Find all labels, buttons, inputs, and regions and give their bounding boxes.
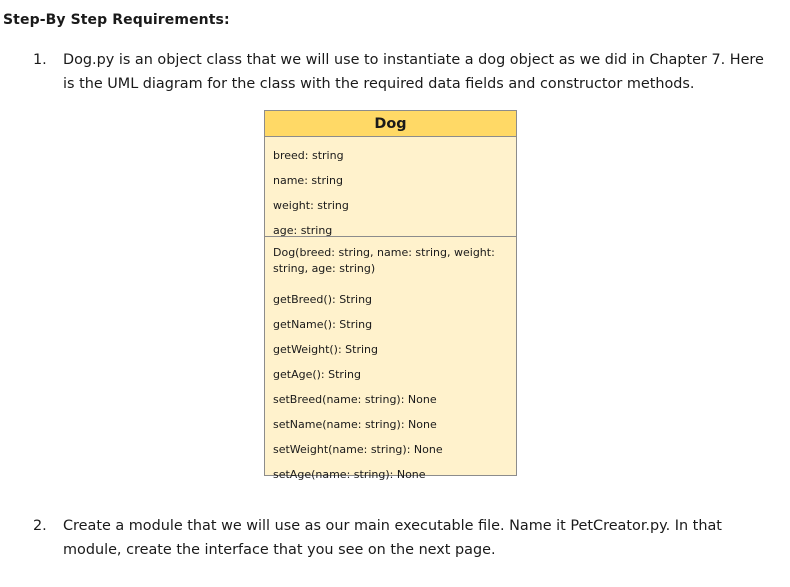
uml-fields-section: [265, 137, 516, 237]
uml-method: getBreed(): String: [273, 293, 373, 306]
step-text-line: Dog.py is an object class that we will use to instantiate a dog object as we did in Chapter 7. Here: [63, 52, 764, 68]
step-1: [33, 48, 790, 98]
uml-methods-section: [265, 237, 516, 487]
uml-method: getName(): String: [273, 318, 373, 331]
step-2: [33, 514, 790, 564]
step-text-line: is the UML diagram for the class with the required data fields and constructor methods.: [63, 76, 695, 92]
uml-field: age: string: [273, 224, 333, 237]
uml-method: setName(name: string): None: [273, 418, 437, 431]
uml-method: setAge(name: string): None: [273, 468, 426, 481]
uml-field: name: string: [273, 174, 343, 187]
uml-field: weight: string: [273, 199, 349, 212]
step-text: [63, 514, 722, 562]
step-number: 2.: [33, 518, 47, 534]
step-number: 1.: [33, 52, 47, 68]
step-text-line: module, create the interface that you see on the next page.: [63, 542, 496, 558]
uml-method: getAge(): String: [273, 368, 361, 381]
uml-class-diagram: [264, 110, 517, 481]
uml-method: setWeight(name: string): None: [273, 443, 443, 456]
uml-method: getWeight(): String: [273, 343, 378, 356]
uml-field: breed: string: [273, 149, 344, 162]
section-heading: Step-By Step Requirements:: [3, 12, 230, 28]
uml-class-name: Dog: [265, 111, 516, 137]
uml-constructor: Dog(breed: string, name: string, weight: string, age: string): [273, 246, 495, 275]
uml-method: setBreed(name: string): None: [273, 393, 437, 406]
step-text-line: Create a module that we will use as our main executable file. Name it PetCreator.py. In that: [63, 518, 722, 534]
step-text: [63, 48, 764, 96]
